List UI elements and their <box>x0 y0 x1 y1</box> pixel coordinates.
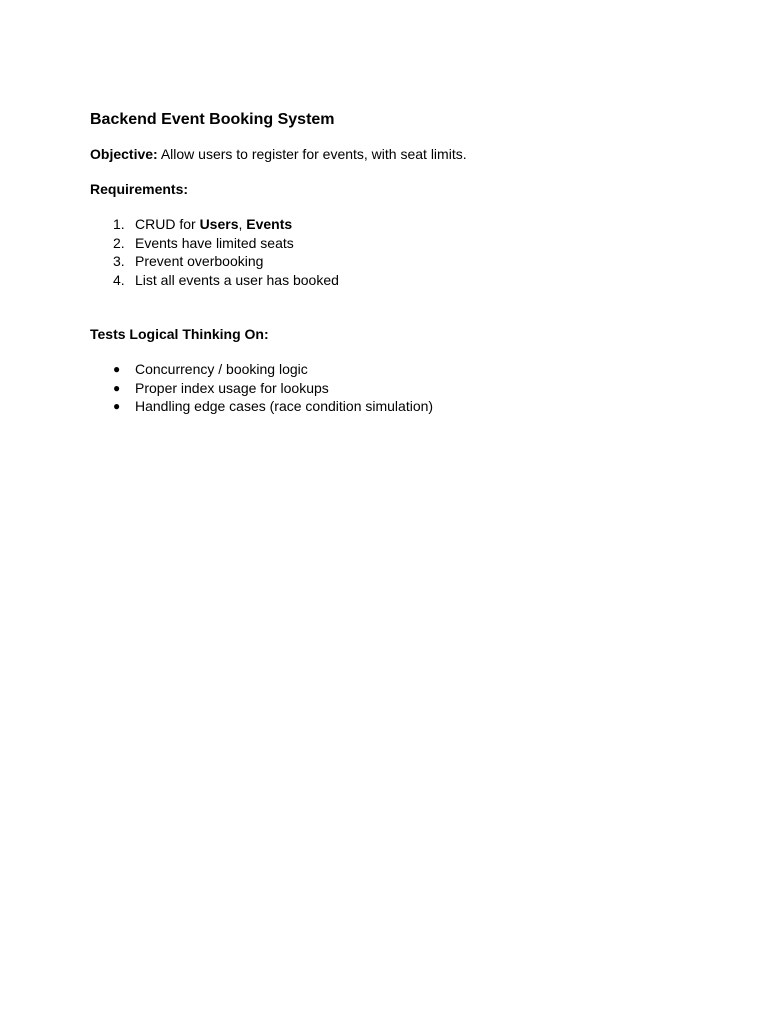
requirement-bold-users: Users <box>199 216 239 232</box>
requirements-list <box>90 215 690 290</box>
requirement-text: Events have limited seats <box>135 234 294 251</box>
list-marker: 3. <box>113 253 125 270</box>
document-title: Backend Event Booking System <box>90 111 335 128</box>
list-marker: 4. <box>113 272 125 289</box>
test-text: Proper index usage for lookups <box>135 379 329 396</box>
test-item <box>90 360 690 379</box>
test-text: Handling edge cases (race condition simulation) <box>135 398 434 415</box>
objective-text: Allow users to register for events, with seat limits. <box>157 146 467 162</box>
bullet-icon: ● <box>113 361 121 376</box>
bullet-icon: ● <box>113 399 121 414</box>
objective-paragraph <box>90 145 690 163</box>
list-marker: 1. <box>113 216 125 232</box>
requirement-text: CRUD for <box>135 216 200 232</box>
document-content <box>90 108 690 416</box>
requirement-item <box>90 271 690 290</box>
list-marker: 2. <box>113 234 125 251</box>
requirement-text: Prevent overbooking <box>135 253 264 270</box>
requirement-item <box>90 234 690 253</box>
requirement-item <box>90 252 690 271</box>
requirement-bold-events: Events <box>246 216 293 232</box>
test-item <box>90 379 690 398</box>
objective-label: Objective: <box>90 146 158 162</box>
requirements-heading: Requirements: <box>90 181 189 197</box>
test-item <box>90 397 690 416</box>
test-text: Concurrency / booking logic <box>135 360 308 377</box>
tests-heading: Tests Logical Thinking On: <box>90 325 269 342</box>
requirement-item <box>90 215 690 234</box>
requirement-separator: , <box>238 216 247 232</box>
tests-list <box>90 360 690 416</box>
requirement-text: List all events a user has booked <box>135 272 339 289</box>
bullet-icon: ● <box>113 380 121 395</box>
